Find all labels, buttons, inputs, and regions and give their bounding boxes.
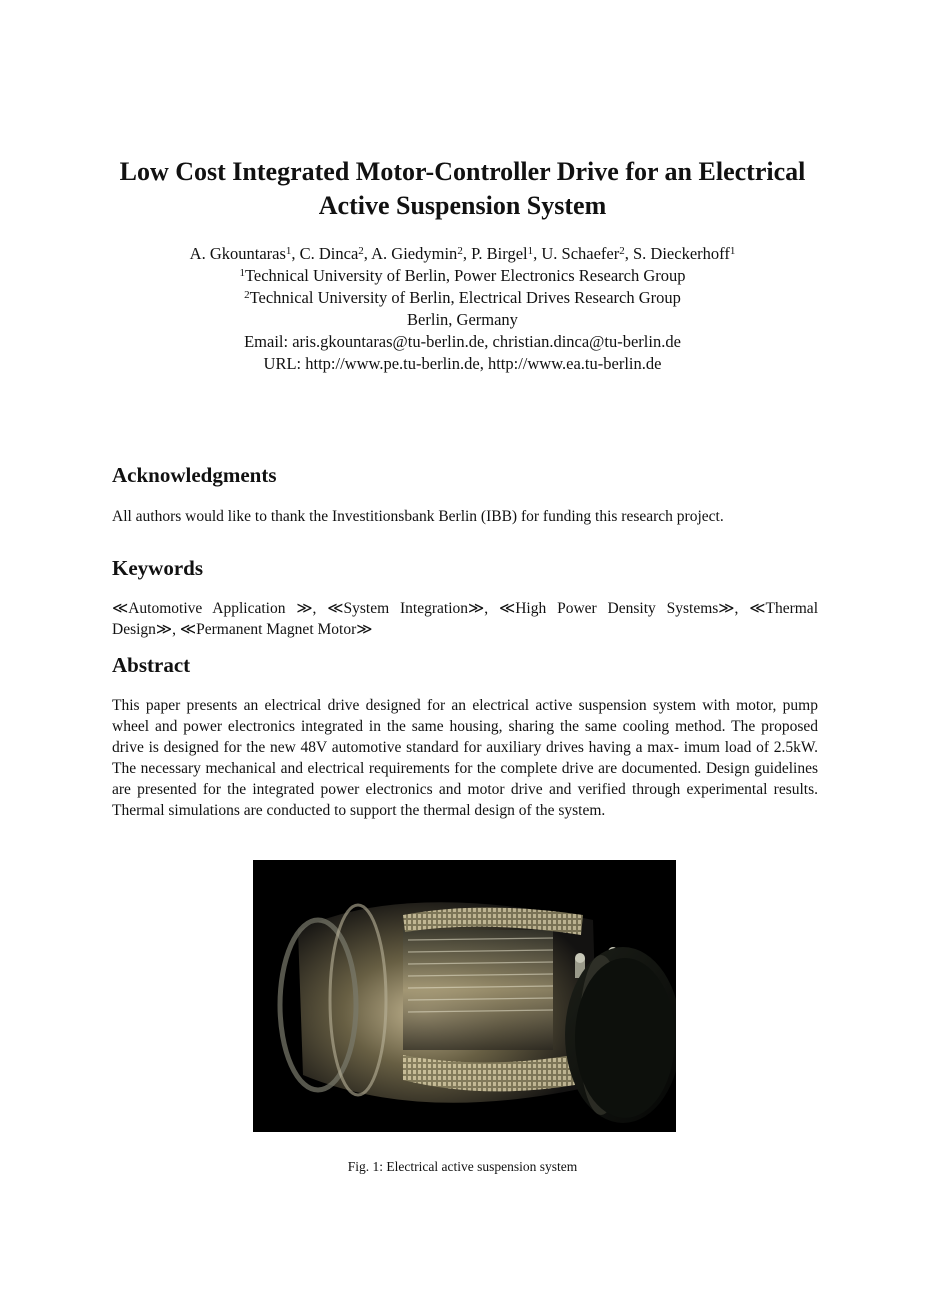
abstract-heading: Abstract (112, 653, 191, 677)
keywords-heading: Keywords (112, 556, 203, 580)
title-line-1: Low Cost Integrated Motor-Controller Drive for an Electrical (119, 157, 806, 186)
author-name: A. Gkountaras (189, 244, 286, 263)
affiliation-1: $^1$Technical University of Berlin, Power Electronics Research Group (239, 266, 686, 285)
affiliation-mark: 2 (358, 245, 364, 257)
author-block (60, 243, 865, 375)
affiliation-mark: 2 (457, 245, 463, 257)
location: Berlin, Germany (407, 310, 518, 329)
acknowledgments-heading: Acknowledgments (112, 463, 277, 487)
affiliation-mark: 1 (729, 245, 736, 257)
acknowledgments-text: All authors would like to thank the Investitionsbank Berlin (IBB) for funding this research project. (112, 508, 724, 525)
email-line: Email: aris.gkountaras@tu-berlin.de, christian.dinca@tu-berlin.de (244, 332, 681, 351)
author-name: C. Dinca (299, 244, 359, 263)
affiliation-mark: 1 (285, 245, 292, 257)
affiliation-2: $^2$Technical University of Berlin, Electrical Drives Research Group (244, 288, 681, 307)
author-list: A. Gkountaras$^1$, C. Dinca$^2$, A. Giedymin$^2$, P. Birgel$^1$, U. Schaefer$^2$, S. Dieckerhoff$^1$ (189, 244, 736, 263)
figure-motor-render (253, 860, 676, 1132)
author-name: S. Dieckerhoff (633, 244, 730, 263)
keywords-text: ≪Automotive Application ≫, ≪System Integration≫, ≪High Power Density Systems≫, ≪Thermal Design≫, ≪Permanent Magnet Motor≫ (112, 600, 818, 638)
title-line-2: Active Suspension System (318, 191, 607, 220)
author-name: U. Schaefer (541, 244, 620, 263)
motor-render-image (253, 860, 676, 1132)
author-name: A. Giedymin (371, 244, 458, 263)
author-name: P. Birgel (471, 244, 528, 263)
abstract-text: This paper presents an electrical drive designed for an electrical active suspension system with motor, pump wheel and power electronics integrated in the same housing, sharing the same cooling method. The proposed drive is designed for the new 48V automotive standard for auxiliary drives having a max- imum load of 2.5kW. The necessary mechanical and electrical requirements for the complete drive are documented. Design guidelines are presented for the integrated power electronics and motor drive and verified through experimental results. Thermal simulations are conducted to support the thermal design of the system. (112, 697, 818, 819)
affiliation-mark: 1 (527, 245, 534, 257)
url-line: URL: http://www.pe.tu-berlin.de, http://www.ea.tu-berlin.de (263, 354, 662, 373)
paper-title (60, 155, 865, 223)
affiliation-mark: 2 (619, 245, 625, 257)
figure-caption: Fig. 1: Electrical active suspension system (347, 1159, 578, 1174)
